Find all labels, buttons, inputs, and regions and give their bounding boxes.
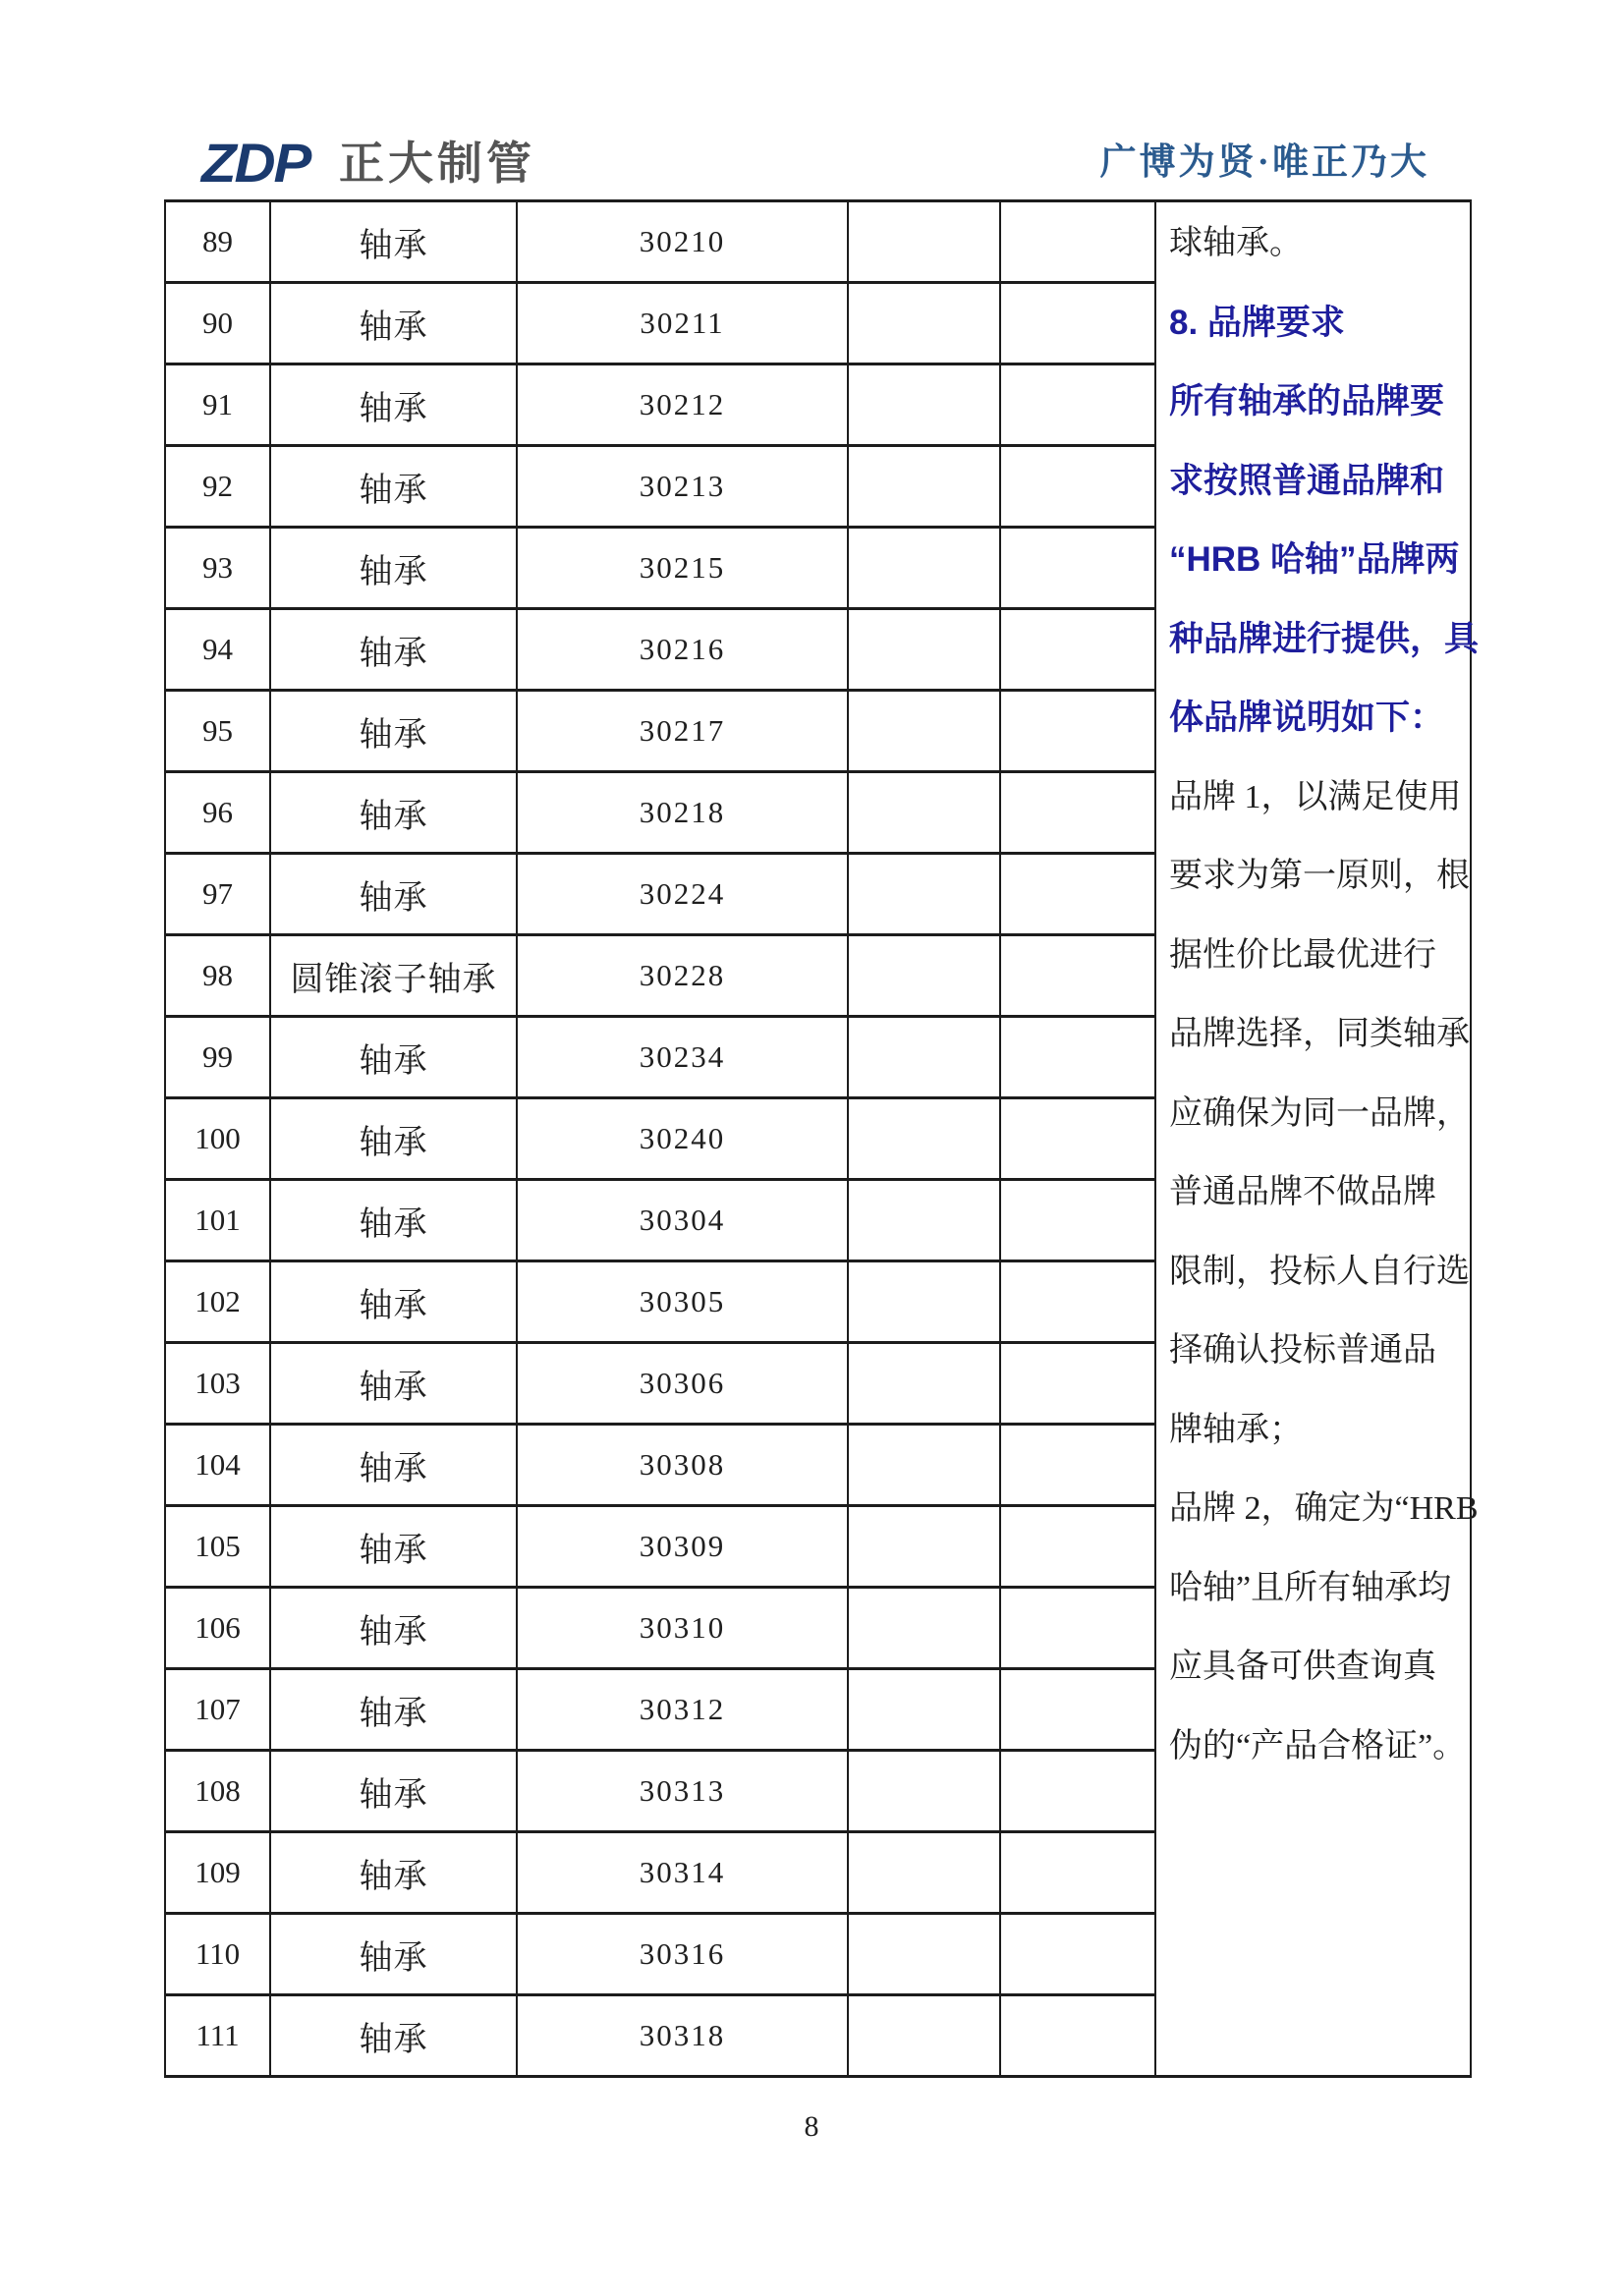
cell-blank-2 [1000, 446, 1155, 528]
cell-no: 100 [165, 1098, 270, 1180]
cell-model: 30312 [517, 1669, 848, 1751]
cell-model: 30310 [517, 1588, 848, 1669]
cell-no: 92 [165, 446, 270, 528]
cell-no: 105 [165, 1506, 270, 1588]
cell-name: 轴承 [270, 1343, 517, 1425]
cell-blank-1 [848, 1017, 1000, 1098]
note-line: 哈轴”且所有轴承均 [1169, 1569, 1452, 1606]
cell-no: 106 [165, 1588, 270, 1669]
cell-blank-1 [848, 609, 1000, 691]
cell-blank-1 [848, 446, 1000, 528]
cell-name: 轴承 [270, 201, 517, 283]
note-line: 普通品牌不做品牌 [1169, 1174, 1436, 1210]
cell-model: 30228 [517, 935, 848, 1017]
cell-name: 轴承 [270, 1261, 517, 1343]
cell-name: 轴承 [270, 1506, 517, 1588]
cell-name: 轴承 [270, 283, 517, 364]
cell-blank-1 [848, 1669, 1000, 1751]
note-line: 应具备可供查询真 [1169, 1649, 1436, 1685]
cell-name: 轴承 [270, 854, 517, 935]
cell-blank-1 [848, 854, 1000, 935]
cell-no: 89 [165, 201, 270, 283]
cell-no: 103 [165, 1343, 270, 1425]
cell-name: 轴承 [270, 1017, 517, 1098]
cell-blank-2 [1000, 1098, 1155, 1180]
cell-blank-2 [1000, 1017, 1155, 1098]
cell-blank-2 [1000, 283, 1155, 364]
cell-blank-1 [848, 1506, 1000, 1588]
cell-name: 轴承 [270, 1669, 517, 1751]
cell-no: 95 [165, 691, 270, 772]
cell-model: 30218 [517, 772, 848, 854]
note-line: 球轴承。 [1169, 225, 1303, 261]
cell-blank-2 [1000, 364, 1155, 446]
cell-name: 轴承 [270, 1425, 517, 1506]
cell-blank-2 [1000, 854, 1155, 935]
note-line-emphasis: “HRB 哈轴”品牌两 [1169, 540, 1460, 579]
cell-blank-1 [848, 1180, 1000, 1261]
cell-no: 94 [165, 609, 270, 691]
cell-blank-2 [1000, 1343, 1155, 1425]
cell-blank-2 [1000, 201, 1155, 283]
cell-no: 96 [165, 772, 270, 854]
cell-model: 30224 [517, 854, 848, 935]
note-line: 据性价比最优进行 [1169, 936, 1436, 974]
cell-model: 30216 [517, 609, 848, 691]
note-line-emphasis: 求按照普通品牌和 [1169, 461, 1445, 500]
cell-model: 30212 [517, 364, 848, 446]
cell-blank-1 [848, 1832, 1000, 1914]
cell-model: 30211 [517, 283, 848, 364]
cell-blank-2 [1000, 772, 1155, 854]
cell-blank-1 [848, 364, 1000, 446]
cell-name: 圆锥滚子轴承 [270, 935, 517, 1017]
cell-name: 轴承 [270, 1832, 517, 1914]
cell-model: 30309 [517, 1506, 848, 1588]
cell-model: 30306 [517, 1343, 848, 1425]
cell-name: 轴承 [270, 1588, 517, 1669]
cell-blank-1 [848, 1261, 1000, 1343]
cell-blank-1 [848, 772, 1000, 854]
cell-blank-1 [848, 1995, 1000, 2077]
cell-model: 30215 [517, 528, 848, 609]
note-line-emphasis: 8. 品牌要求 [1169, 303, 1345, 342]
note-line: 择确认投标普通品 [1169, 1332, 1436, 1369]
cell-name: 轴承 [270, 772, 517, 854]
page-number: 8 [804, 2110, 819, 2143]
table-row [165, 201, 1471, 283]
cell-no: 93 [165, 528, 270, 609]
company-logo [201, 132, 535, 194]
cell-no: 108 [165, 1751, 270, 1832]
cell-blank-2 [1000, 609, 1155, 691]
company-slogan: 广博为贤·唯正乃大 [1099, 142, 1429, 183]
cell-blank-2 [1000, 1425, 1155, 1506]
cell-no: 99 [165, 1017, 270, 1098]
note-line: 品牌选择，同类轴承 [1169, 1016, 1470, 1052]
cell-blank-2 [1000, 1914, 1155, 1995]
note-line: 限制，投标人自行选 [1169, 1253, 1470, 1290]
cell-blank-1 [848, 201, 1000, 283]
cell-model: 30240 [517, 1098, 848, 1180]
cell-no: 110 [165, 1914, 270, 1995]
cell-no: 109 [165, 1832, 270, 1914]
cell-model: 30305 [517, 1261, 848, 1343]
cell-name: 轴承 [270, 1751, 517, 1832]
cell-model: 30313 [517, 1751, 848, 1832]
cell-blank-2 [1000, 528, 1155, 609]
cell-model: 30318 [517, 1995, 848, 2077]
cell-blank-2 [1000, 1669, 1155, 1751]
cell-no: 101 [165, 1180, 270, 1261]
cell-model: 30308 [517, 1425, 848, 1506]
note-line: 品牌 1，以满足使用 [1169, 778, 1462, 815]
cell-model: 30234 [517, 1017, 848, 1098]
cell-model: 30217 [517, 691, 848, 772]
cell-name: 轴承 [270, 609, 517, 691]
cell-no: 97 [165, 854, 270, 935]
cell-model: 30304 [517, 1180, 848, 1261]
cell-blank-1 [848, 1751, 1000, 1832]
cell-no: 111 [165, 1995, 270, 2077]
cell-blank-1 [848, 1343, 1000, 1425]
notes-cell [1155, 201, 1480, 2077]
cell-name: 轴承 [270, 364, 517, 446]
cell-model: 30213 [517, 446, 848, 528]
company-name: 正大制管 [339, 138, 535, 189]
note-line: 伪的“产品合格证”。 [1169, 1727, 1467, 1764]
note-line-emphasis: 所有轴承的品牌要 [1169, 382, 1445, 420]
parts-table [164, 199, 1480, 2078]
cell-model: 30314 [517, 1832, 848, 1914]
cell-blank-1 [848, 1425, 1000, 1506]
note-line-emphasis: 体品牌说明如下： [1169, 699, 1445, 737]
cell-blank-2 [1000, 691, 1155, 772]
cell-no: 104 [165, 1425, 270, 1506]
cell-name: 轴承 [270, 528, 517, 609]
cell-blank-2 [1000, 1261, 1155, 1343]
cell-name: 轴承 [270, 1914, 517, 1995]
parts-table-body [165, 201, 1480, 2077]
cell-blank-1 [848, 283, 1000, 364]
cell-blank-1 [848, 935, 1000, 1017]
cell-model: 30316 [517, 1914, 848, 1995]
cell-blank-2 [1000, 1995, 1155, 2077]
cell-no: 107 [165, 1669, 270, 1751]
cell-blank-2 [1000, 1180, 1155, 1261]
zdp-logo-mark: ZDP [201, 132, 310, 194]
cell-blank-2 [1000, 1506, 1155, 1588]
cell-name: 轴承 [270, 1098, 517, 1180]
cell-name: 轴承 [270, 1995, 517, 2077]
cell-blank-1 [848, 528, 1000, 609]
cell-blank-1 [848, 691, 1000, 772]
cell-name: 轴承 [270, 446, 517, 528]
cell-blank-2 [1000, 1832, 1155, 1914]
cell-blank-1 [848, 1098, 1000, 1180]
cell-blank-2 [1000, 1588, 1155, 1669]
note-line: 牌轴承； [1169, 1411, 1303, 1448]
cell-no: 102 [165, 1261, 270, 1343]
cell-blank-2 [1000, 935, 1155, 1017]
note-line: 应确保为同一品牌， [1169, 1094, 1470, 1132]
cell-no: 90 [165, 283, 270, 364]
cell-no: 91 [165, 364, 270, 446]
note-line: 品牌 2，确定为“HRB [1169, 1490, 1479, 1527]
cell-blank-1 [848, 1588, 1000, 1669]
cell-name: 轴承 [270, 1180, 517, 1261]
cell-blank-1 [848, 1914, 1000, 1995]
cell-no: 98 [165, 935, 270, 1017]
note-line-emphasis: 种品牌进行提供，具 [1169, 619, 1480, 658]
cell-name: 轴承 [270, 691, 517, 772]
cell-model: 30210 [517, 201, 848, 283]
cell-blank-2 [1000, 1751, 1155, 1832]
note-line: 要求为第一原则，根 [1169, 858, 1470, 894]
